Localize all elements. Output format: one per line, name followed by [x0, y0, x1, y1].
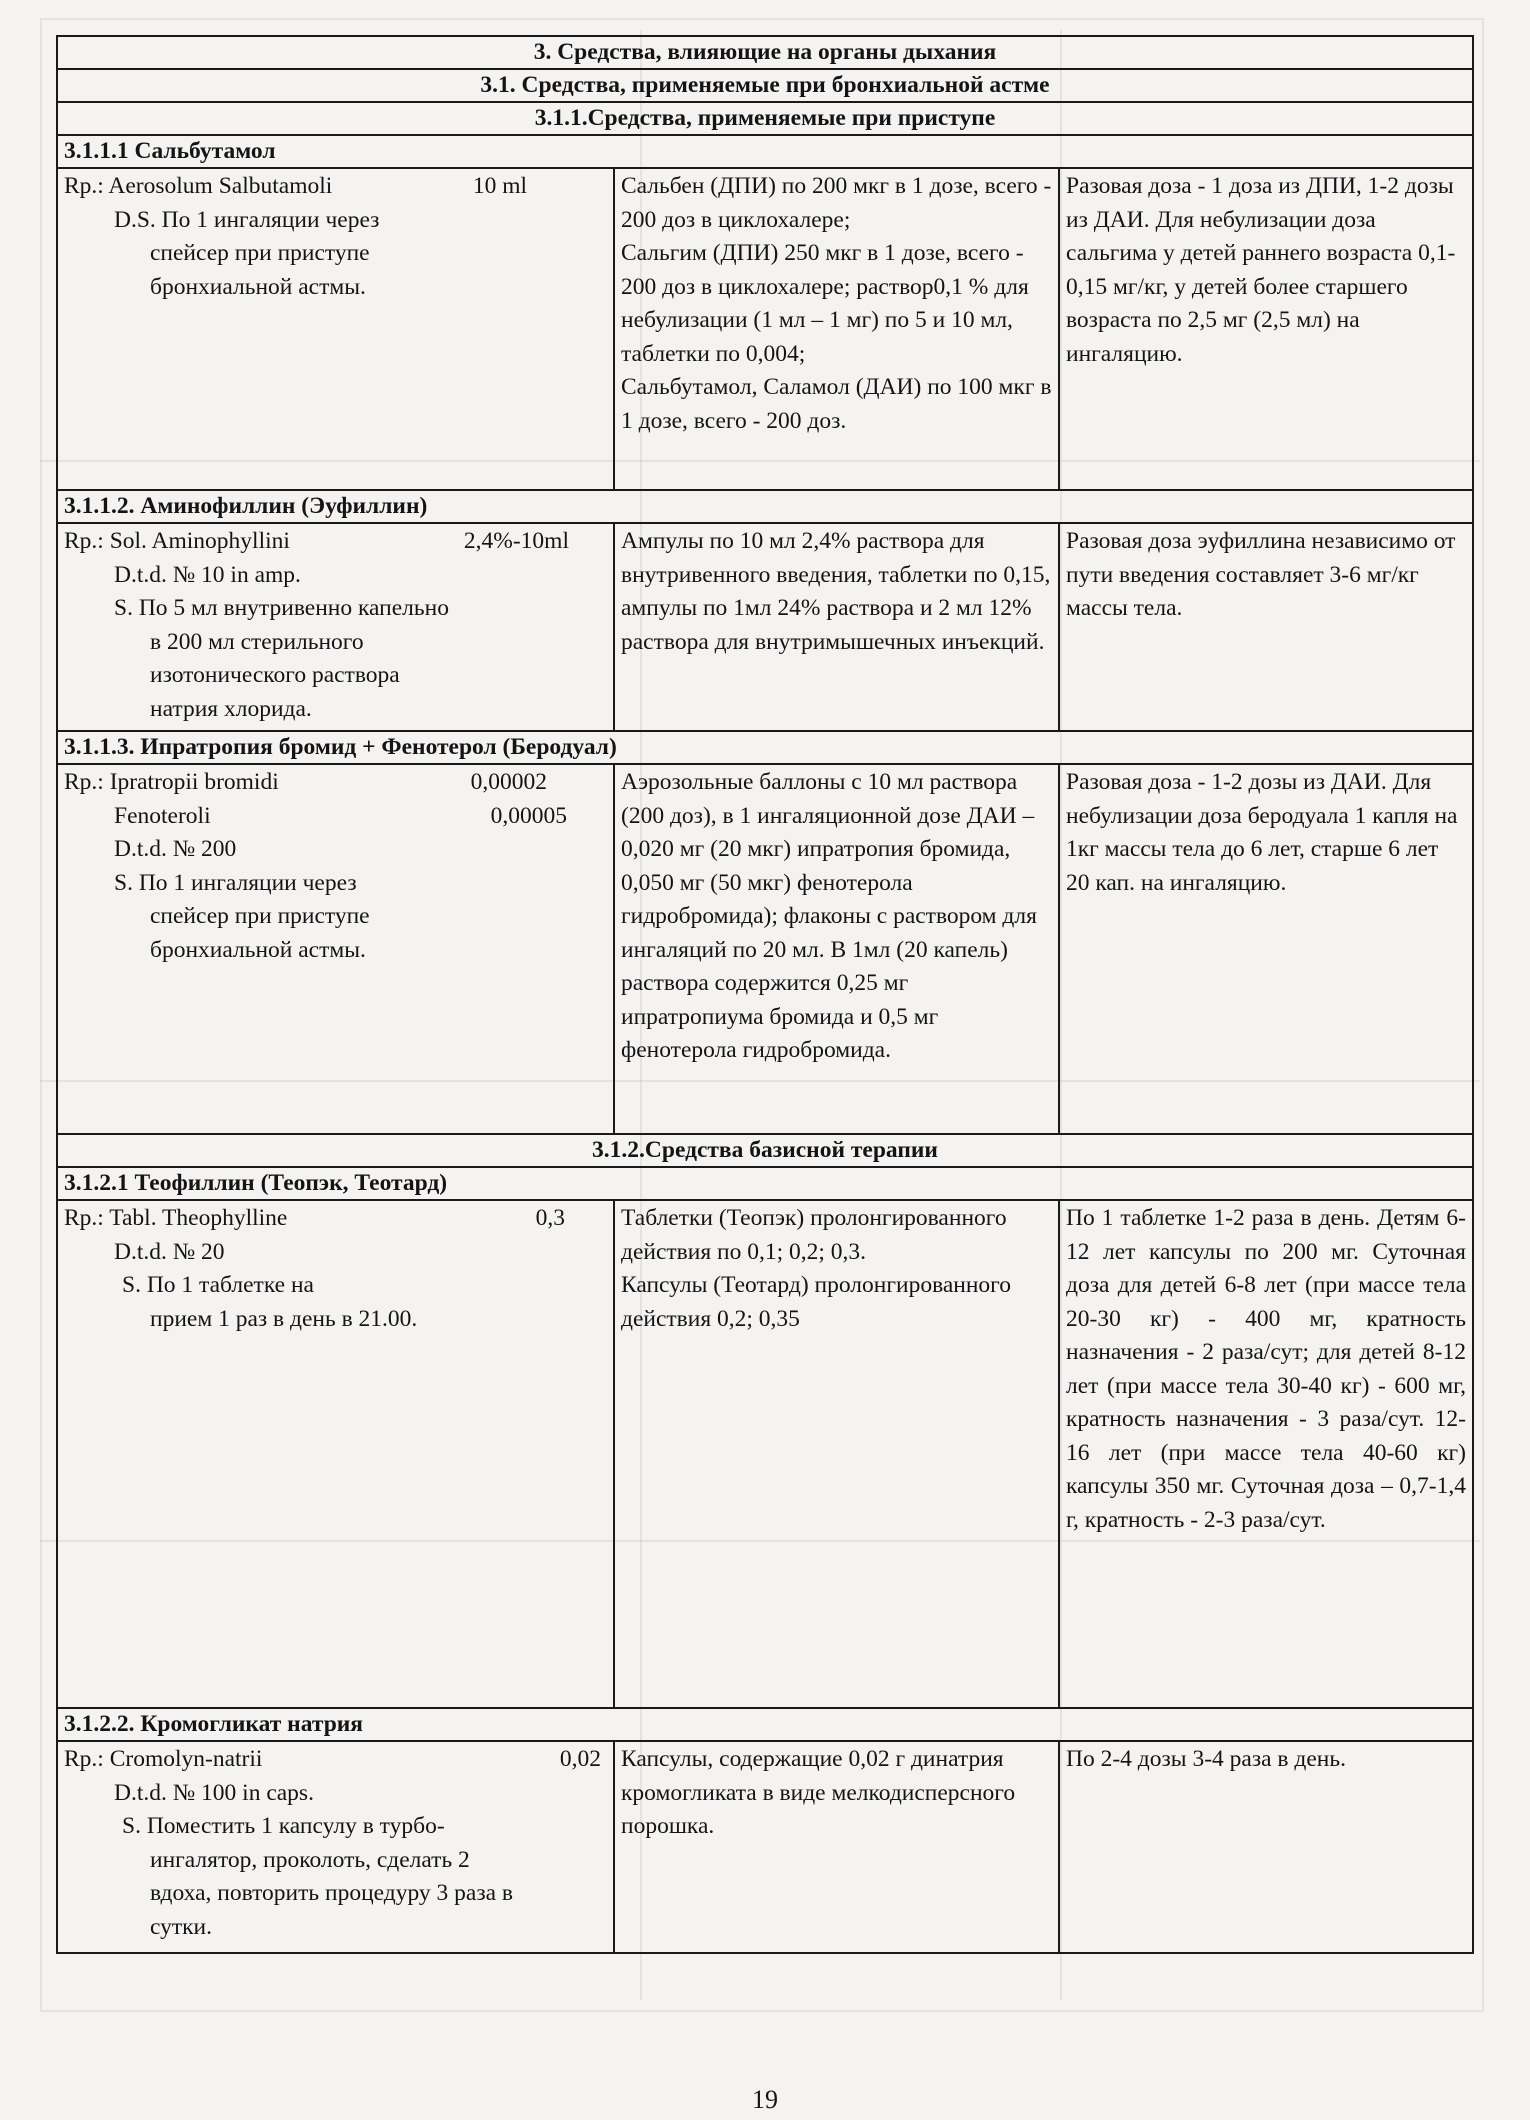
dose-text: По 2-4 дозы 3-4 раза в день.	[1066, 1746, 1346, 1772]
rx-signa: спейсер при приступе	[150, 903, 370, 929]
form-text: Капсулы (Теотард) пролонгированного действия 0,2; 0,35	[621, 1272, 1011, 1332]
rx-line	[64, 525, 607, 559]
page-number: 19	[752, 2085, 778, 2114]
rx-signa: прием 1 раз в день в 21.00.	[150, 1305, 418, 1332]
rx-amount: 0,02	[559, 1746, 601, 1772]
form-cell	[614, 523, 1059, 731]
form-cell	[614, 168, 1059, 490]
rx-signa: бронхиальной астмы.	[150, 936, 366, 963]
rx-amount: 2,4%-10ml	[463, 528, 569, 554]
form-text: Капсулы, содержащие 0,02 г динатрия кромогликата в виде мелкодисперсного порошка.	[621, 1746, 1016, 1839]
header-row	[57, 69, 1473, 102]
drug-title-row	[57, 1167, 1473, 1200]
rx-line	[64, 1743, 607, 1777]
rx-line	[64, 1202, 607, 1236]
header-row	[57, 102, 1473, 135]
dose-cell	[1059, 168, 1473, 490]
rx-signa: S. По 1 таблетке на	[122, 1272, 314, 1298]
rx-line	[64, 800, 607, 834]
drug-title: 3.1.1.2. Аминофиллин (Эуфиллин)	[57, 490, 1473, 523]
dose-text: Разовая доза эуфиллина независимо от пути введения составляет 3-6 мг/кг массы тела.	[1066, 528, 1456, 621]
drug-row	[57, 1200, 1473, 1708]
rx-signa: S. Поместить 1 капсулу в турбо-	[122, 1813, 445, 1839]
rx-signa: ингалятор, проколоть, сделать 2	[150, 1846, 470, 1873]
prescription-cell	[57, 1200, 614, 1708]
dose-text: По 1 таблетке 1-2 раза в день. Детям 6-12 лет капсулы по 200 мг. Суточная доза для детей 6-8 лет (при массе тела 20-30 кг) - 400 мг, кратность назначения - 2 раза/сут; для детей 8-12 лет (при массе тела 30-40 кг) - 600 мг, кратность назначения - 3 раза/сут. 12-16 лет (при массе тела 40-60 кг) капсулы 350 мг. Суточная доза – 0,7-1,4 г, кратность - 2-3 раза/сут.	[1066, 1205, 1466, 1533]
section-heading: 3.1. Средства, применяемые при бронхиальной астме	[57, 69, 1473, 102]
rx-drug-name: Rp.: Cromolyn-natrii	[64, 1746, 263, 1772]
rx-drug-name: Fenoteroli	[114, 802, 211, 829]
drug-title-row	[57, 731, 1473, 764]
drug-table	[56, 35, 1474, 1954]
drug-row	[57, 1741, 1473, 1953]
drug-row	[57, 523, 1473, 731]
rx-dtd: D.t.d. № 10 in amp.	[114, 561, 301, 588]
rx-dtd: D.t.d. № 100 in caps.	[114, 1779, 314, 1806]
rx-signa: S. По 5 мл внутривенно капельно	[114, 595, 449, 621]
dose-cell	[1059, 1200, 1473, 1708]
form-text: Сальбен (ДПИ) по 200 мкг в 1 дозе, всего - 200 доз в циклохалере;	[621, 173, 1052, 233]
rx-signa: изотонического раствора	[150, 662, 400, 688]
drug-title-row	[57, 135, 1473, 168]
drug-title-row	[57, 490, 1473, 523]
rx-signa: спейсер при приступе	[150, 240, 370, 266]
prescription-cell	[57, 168, 614, 490]
drug-row	[57, 168, 1473, 490]
form-cell	[614, 1741, 1059, 1953]
drug-title-row	[57, 1708, 1473, 1741]
subsection-heading: 3.1.1.Средства, применяемые при приступе	[57, 102, 1473, 135]
rx-amount: 10 ml	[472, 173, 527, 199]
rx-amount: 0,00002	[470, 769, 547, 795]
dose-cell	[1059, 523, 1473, 731]
rx-line	[64, 170, 607, 204]
drug-title: 3.1.2.1 Теофиллин (Теопэк, Теотард)	[57, 1167, 1473, 1200]
header-row	[57, 36, 1473, 69]
rx-dtd: D.t.d. № 20	[114, 1238, 225, 1265]
rx-drug-name: Rp.: Tabl. Theophylline	[64, 1205, 288, 1231]
drug-title: 3.1.1.1 Сальбутамол	[57, 135, 1473, 168]
dose-cell	[1059, 1741, 1473, 1953]
form-cell	[614, 764, 1059, 1134]
rx-signa: бронхиальной астмы.	[150, 273, 366, 300]
rx-line	[64, 766, 607, 800]
drug-title: 3.1.1.3. Ипратропия бромид + Фенотерол (Беродуал)	[57, 731, 1473, 764]
dose-text: Разовая доза - 1-2 дозы из ДАИ. Для небулизации доза беродуала 1 капля на 1кг массы тела до 6 лет, старше 6 лет 20 кап. на ингаляцию.	[1066, 769, 1458, 896]
rx-signa: D.S. По 1 ингаляции через	[114, 206, 380, 233]
rx-drug-name: Rp.: Aerosolum Salbutamoli	[64, 173, 333, 199]
drug-row	[57, 764, 1473, 1134]
rx-signa: S. По 1 ингаляции через	[114, 869, 357, 896]
chapter-heading: 3. Средства, влияющие на органы дыхания	[57, 36, 1473, 69]
form-cell	[614, 1200, 1059, 1708]
rx-signa: вдоха, повторить процедуру 3 раза в	[150, 1880, 514, 1906]
form-text: Аэрозольные баллоны с 10 мл раствора (200 доз), в 1 ингаляционной дозе ДАИ – 0,020 мг (20 мкг) ипратропия бромида, 0,050 мг (50 мкг) фенотерола гидробромида); флаконы с раствором для ингаляций по 20 мл. В 1мл (20 капель) раствора содержится 0,25 мг ипратропиума бромида и 0,5 мг фенотерола гидробромида.	[621, 769, 1037, 1063]
rx-amount: 0,3	[535, 1205, 565, 1231]
subsection-heading: 3.1.2.Средства базисной терапии	[57, 1134, 1473, 1167]
prescription-cell	[57, 523, 614, 731]
form-text: Таблетки (Теопэк) пролонгированного действия по 0,1; 0,2; 0,3.	[621, 1205, 1007, 1265]
form-text: Сальгим (ДПИ) 250 мкг в 1 дозе, всего - 200 доз в циклохалере; раствор0,1 % для небулизации (1 мл – 1 мг) по 5 и 10 мл, таблетки по 0,004;	[621, 240, 1029, 367]
rx-drug-name: Rp.: Sol. Aminophyllini	[64, 528, 290, 554]
drug-title: 3.1.2.2. Кромогликат натрия	[57, 1708, 1473, 1741]
rx-amount: 0,00005	[490, 802, 567, 829]
rx-dtd: D.t.d. № 200	[114, 836, 237, 862]
header-row	[57, 1134, 1473, 1167]
prescription-cell	[57, 764, 614, 1134]
prescription-cell	[57, 1741, 614, 1953]
form-text: Ампулы по 10 мл 2,4% раствора для внутривенного введения, таблетки по 0,15, ампулы по 1мл 24% раствора и 2 мл 12% раствора для внутримышечных инъекций.	[621, 528, 1051, 655]
dose-cell	[1059, 764, 1473, 1134]
rx-signa: натрия хлорида.	[150, 695, 312, 722]
dose-text: Разовая доза - 1 доза из ДПИ, 1-2 дозы из ДАИ. Для небулизации доза сальгима у детей раннего возраста 0,1-0,15 мг/кг, у детей более старшего возраста по 2,5 мг (2,5 мл) на ингаляцию.	[1066, 173, 1456, 367]
rx-signa: в 200 мл стерильного	[150, 628, 364, 655]
rx-signa: сутки.	[150, 1913, 213, 1940]
form-text: Сальбутамол, Саламол (ДАИ) по 100 мкг в 1 дозе, всего - 200 доз.	[621, 374, 1052, 434]
rx-drug-name: Rp.: Ipratropii bromidi	[64, 769, 279, 795]
